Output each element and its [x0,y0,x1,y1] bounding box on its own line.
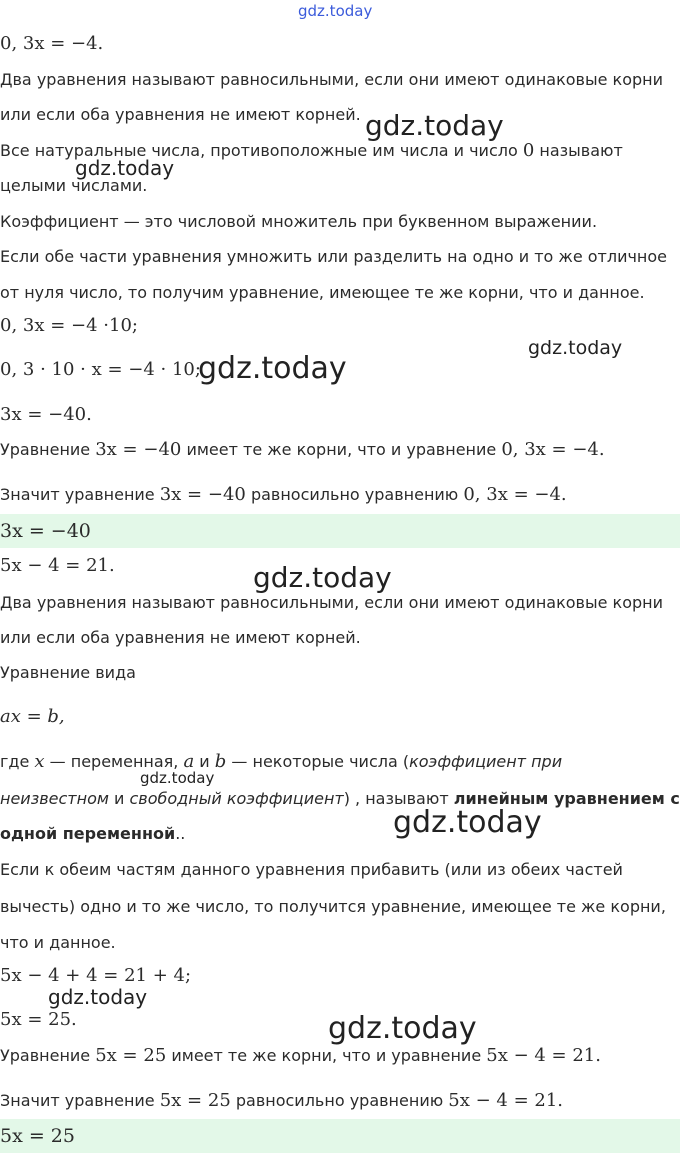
text: линейным уравнением с [453,789,680,808]
watermark-top: gdz.today [298,2,373,20]
conclusion [0,484,567,506]
text: — переменная, [44,752,184,771]
watermark: gdz.today [253,561,392,594]
definition-text: целыми числами. [0,176,148,195]
text: и [194,752,215,771]
text: — некоторые числа ( [226,752,410,771]
equation: 5x − 4 + 4 = 21 + 4; [0,965,192,986]
rule-text: что и данное. [0,933,116,952]
math: 0 [522,140,535,161]
text: коэффициент при [409,752,563,771]
equation: 5x − 4 = 21. [0,555,115,576]
rule-text: от нуля число, то получим уравнение, имеющее те же корни, что и данное. [0,283,645,302]
definition-text: Два уравнения называют равносильными, если они имеют одинаковые корни [0,593,663,612]
math: 3x = −40 [95,439,182,460]
definition-text: Коэффициент — это числовой множитель при буквенном выражении. [0,212,598,231]
answer: 5x = 25 [0,1125,75,1147]
watermark: gdz.today [393,805,542,840]
text: имеет те же корни, что и уравнение [166,1046,487,1065]
answer-box [0,514,680,548]
math: 0, 3x = −4. [501,439,605,460]
text: одной переменной [0,824,176,843]
math: 5x = 25 [159,1090,231,1111]
answer-box [0,1119,680,1153]
definition-text: или если оба уравнения не имеют корней. [0,628,361,647]
definition-text: Уравнение вида [0,663,136,682]
explanation [0,1045,601,1067]
math: 3x = −40 [159,484,246,505]
math: 0, 3x = −4. [463,484,567,505]
watermark: gdz.today [528,337,623,359]
equation: 0, 3 · 10 · x = −4 · 10; [0,359,201,380]
text: равносильно уравнению [245,485,464,504]
rule-text: Если обе части уравнения умножить или разделить на одно и то же отличное [0,247,668,266]
watermark: gdz.today [365,109,504,142]
math: b [214,751,227,772]
definition-text [0,788,680,810]
text: ) , называют [343,789,454,808]
text: имеет те же корни, что и уравнение [181,440,502,459]
math: 5x = 25 [95,1045,167,1066]
definition-text [0,751,562,773]
equation: 5x = 25. [0,1009,77,1030]
text: неизвестном [0,789,109,808]
answer: 3x = −40 [0,520,91,542]
text: Уравнение [0,1046,96,1065]
watermark: gdz.today [48,985,148,1009]
definition-text [0,823,185,845]
math: x [34,751,45,772]
rule-text: вычесть) одно и то же число, то получится уравнение, имеющее те же корни, [0,897,666,916]
math: 5x − 4 = 21. [448,1090,564,1111]
text: Все натуральные числа, противоположные им числа и число [0,141,523,160]
watermark: gdz.today [75,156,175,180]
watermark: gdz.today [140,769,215,787]
text: свободный коэффициент [129,789,344,808]
text: Уравнение [0,440,96,459]
text: .. [175,824,186,843]
definition-text [0,140,623,162]
equation: 3x = −40. [0,404,92,425]
equation: ax = b, [0,706,65,727]
text: Значит уравнение [0,485,160,504]
watermark: gdz.today [328,1011,477,1046]
text: где [0,752,35,771]
equation: 0, 3x = −4 ·10; [0,315,138,336]
conclusion [0,1090,563,1112]
text: равносильно уравнению [230,1091,449,1110]
text: Значит уравнение [0,1091,160,1110]
math: 5x − 4 = 21. [486,1045,601,1066]
explanation [0,439,605,461]
text: называют [534,141,623,160]
definition-text: или если оба уравнения не имеют корней. [0,105,361,124]
equation: 0, 3x = −4. [0,33,104,54]
watermark: gdz.today [198,351,347,386]
math: a [183,751,195,772]
text: и [108,789,130,808]
definition-text: Два уравнения называют равносильными, если они имеют одинаковые корни [0,70,663,89]
rule-text: Если к обеим частям данного уравнения прибавить (или из обеих частей [0,860,623,879]
